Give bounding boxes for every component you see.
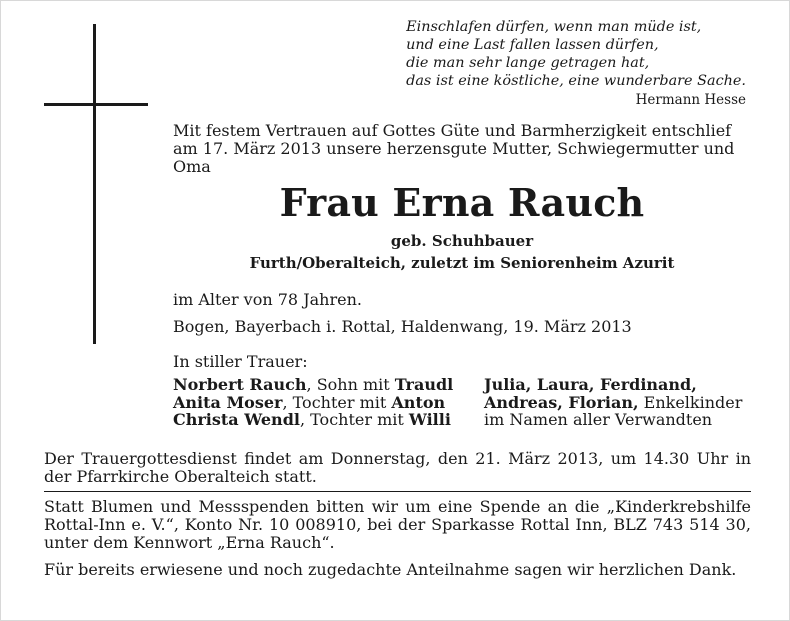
grandchildren-label: Enkelkinder xyxy=(638,392,743,412)
age-text: im Alter von 78 Jahren. xyxy=(173,290,362,309)
mourner-partner: Willi xyxy=(408,410,451,429)
mourner-name: Norbert Rauch xyxy=(173,375,307,394)
mourner-partner: Traudl xyxy=(394,375,454,394)
relatives-row xyxy=(484,411,742,429)
grandchildren-names: Andreas, Florian, xyxy=(484,392,639,412)
funeral-service-text: Der Trauergottesdienst findet am Donnerstag, den 21. März 2013, um 14.30 Uhr in der Pfarrkirche Oberalteich statt. xyxy=(44,449,751,486)
poem-line: die man sehr lange getragen hat, xyxy=(406,55,650,71)
cross-vertical-bar xyxy=(93,24,96,344)
mourner-row xyxy=(173,376,453,394)
mourner-relation: , Tochter mit xyxy=(299,410,409,429)
origin-residence: Furth/Oberalteich, zuletzt im Seniorenheim Azurit xyxy=(249,254,675,272)
poem-line: das ist eine köstliche, eine wunderbare Sache. xyxy=(406,73,746,89)
grandchildren-names: Julia, Laura, Ferdinand, xyxy=(484,375,697,394)
mourners-children-column xyxy=(173,376,453,429)
grandchildren-row xyxy=(484,376,742,394)
poem-author: Hermann Hesse xyxy=(635,92,746,108)
mourner-relation: , Tochter mit xyxy=(282,392,392,412)
mourner-row xyxy=(173,411,453,429)
intro-text: Mit festem Vertrauen auf Gottes Güte und Barmherzigkeit entschlief am 17. März 2013 unsere herzensgute Mutter, Schwiegermutter und Oma xyxy=(173,121,735,176)
maiden-name: geb. Schuhbauer xyxy=(390,232,534,250)
poem-line: und eine Last fallen lassen dürfen, xyxy=(406,37,659,53)
grandchildren-row xyxy=(484,394,742,412)
donation-text: Statt Blumen und Messspenden bitten wir um eine Spende an die „Kinderkrebshilfe Rottal-Inn e. V.“, Konto Nr. 10 008910, bei der Sparkasse Rottal Inn, BLZ 743 514 30, unter dem Kennwort „Erna Rauch“. xyxy=(44,497,751,552)
mourner-name: Anita Moser xyxy=(173,392,283,412)
thanks-text: Für bereits erwiesene und noch zugedachte Anteilnahme sagen wir herzlichen Dank. xyxy=(44,560,737,579)
poem-line: Einschlafen dürfen, wenn man müde ist, xyxy=(406,19,702,35)
divider xyxy=(44,491,751,492)
cross-horizontal-bar xyxy=(44,103,148,106)
deceased-name: Frau Erna Rauch xyxy=(279,180,645,225)
mourner-name: Christa Wendl xyxy=(173,410,300,429)
mourners-grandchildren-column xyxy=(484,376,742,429)
mourner-row xyxy=(173,394,453,412)
poem xyxy=(406,18,746,90)
mourners-heading: In stiller Trauer: xyxy=(173,352,308,371)
relatives-label: im Namen aller Verwandten xyxy=(484,410,713,429)
mourner-partner: Anton xyxy=(391,392,446,412)
place-date: Bogen, Bayerbach i. Rottal, Haldenwang, 19. März 2013 xyxy=(173,317,632,336)
mourner-relation: , Sohn mit xyxy=(306,375,395,394)
